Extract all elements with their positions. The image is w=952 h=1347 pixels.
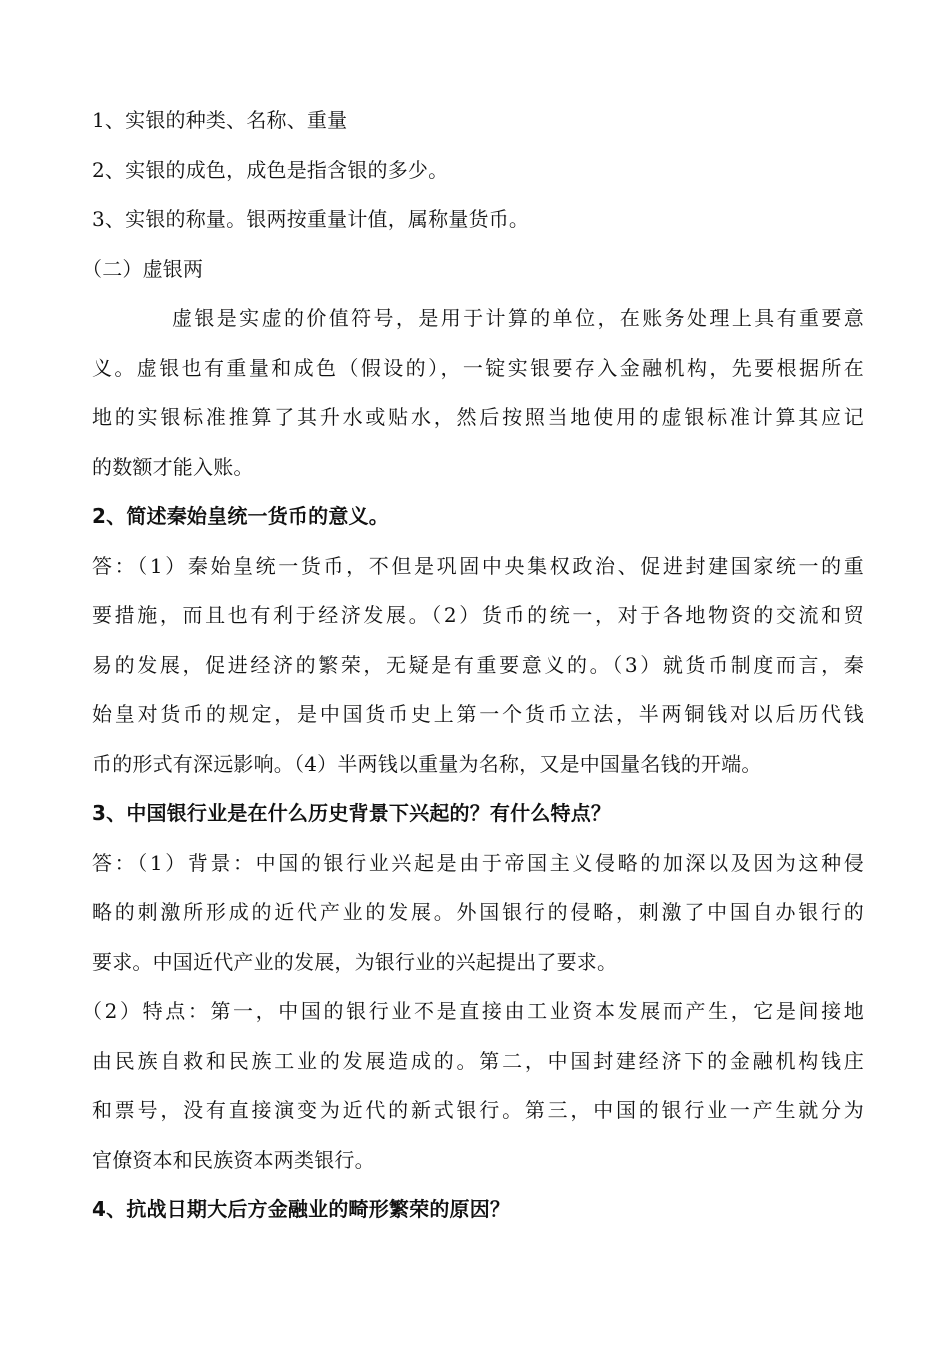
paragraph-line: （2）特点：第一，中国的银行业不是直接由工业资本发展而产生，它是间接地 <box>82 999 864 1023</box>
list-item: 3、实银的称量。银两按重量计值，属称量货币。 <box>92 207 530 231</box>
paragraph-line: 由民族自救和民族工业的发展造成的。第二，中国封建经济下的金融机构钱庄 <box>92 1048 864 1073</box>
question-heading: 2、简述秦始皇统一货币的意义。 <box>92 504 389 528</box>
paragraph-line: 币的形式有深远影响。（4）半两钱以重量为名称，又是中国量名钱的开端。 <box>92 751 762 776</box>
paragraph-line: 的数额才能入账。 <box>92 454 254 479</box>
document-page <box>82 96 864 1235</box>
paragraph-line: 答：（1）秦始皇统一货币，不但是巩固中央集权政治、促进封建国家统一的重 <box>92 553 864 578</box>
paragraph-line: 要措施，而且也有利于经济发展。（2）货币的统一，对于各地物资的交流和贸 <box>92 603 864 627</box>
paragraph-line: 略的刺激所形成的近代产业的发展。外国银行的侵略，刺激了中国自办银行的 <box>92 900 864 924</box>
list-item: 1、实银的种类、名称、重量 <box>92 108 348 132</box>
paragraph-line: 义。虚银也有重量和成色（假设的），一锭实银要存入金融机构，先要根据所在 <box>92 355 864 380</box>
paragraph-line: 易的发展，促进经济的繁荣，无疑是有重要意义的。（3）就货币制度而言，秦 <box>92 652 864 677</box>
paragraph-line: 始皇对货币的规定，是中国货币史上第一个货币立法，半两铜钱对以后历代钱 <box>92 702 864 726</box>
paragraph-line: 官僚资本和民族资本两类银行。 <box>92 1147 375 1172</box>
question-heading: 3、中国银行业是在什么历史背景下兴起的？有什么特点？ <box>92 801 612 825</box>
paragraph-line: 地的实银标准推算了其升水或贴水，然后按照当地使用的虚银标准计算其应记 <box>92 405 864 429</box>
list-item: 2、实银的成色，成色是指含银的多少。 <box>92 157 449 182</box>
paragraph-line: 答：（1）背景：中国的银行业兴起是由于帝国主义侵略的加深以及因为这种侵 <box>92 850 864 875</box>
paragraph-line: 要求。中国近代产业的发展，为银行业的兴起提出了要求。 <box>92 949 618 974</box>
section-heading: （二）虚银两 <box>82 256 204 281</box>
paragraph-line: 虚银是实虚的价值符号，是用于计算的单位，在账务处理上具有重要意 <box>172 306 864 330</box>
question-heading: 4、抗战日期大后方金融业的畸形繁荣的原因？ <box>92 1197 511 1221</box>
paragraph-line: 和票号，没有直接演变为近代的新式银行。第三，中国的银行业一产生就分为 <box>92 1098 864 1122</box>
